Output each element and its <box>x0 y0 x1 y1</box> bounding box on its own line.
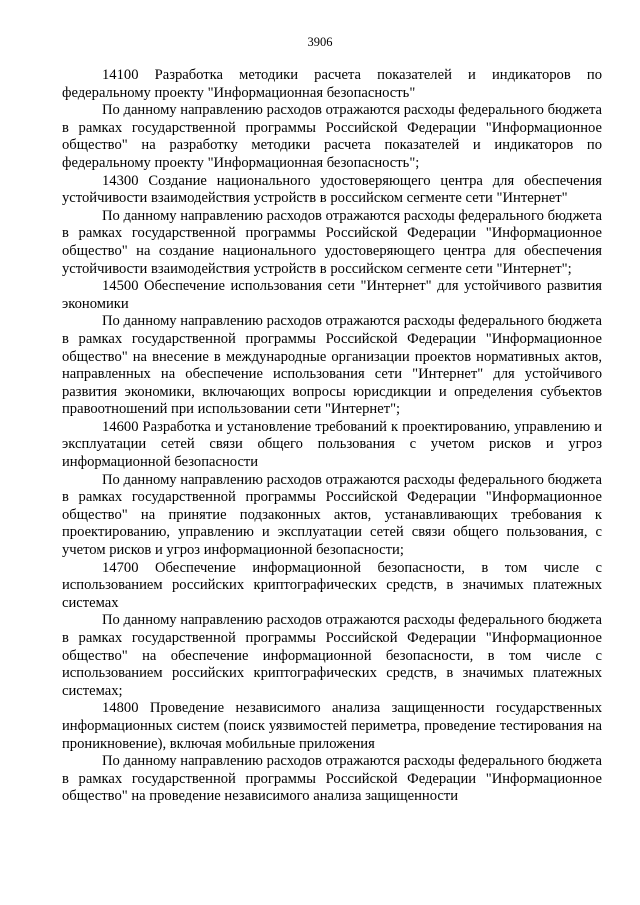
paragraph-description-14100: По данному направлению расходов отражаются расходы федерального бюджета в рамках государственной программы Российской Федерации "Информационное общество" на разработку методики расчета показателей и индикаторов по федеральному проекту "Информационная безопасность"; <box>62 102 602 171</box>
paragraph-heading-14600: 14600 Разработка и установление требований к проектированию, управлению и эксплуатации сетей связи общего пользования с учетом рисков и угроз информационной безопасности <box>62 418 602 471</box>
paragraph-heading-14800: 14800 Проведение независимого анализа защищенности государственных информационных систем (поиск уязвимостей периметра, проведение тестирования на проникновение), включая мобильные приложения <box>62 700 602 752</box>
paragraph-description-14600: По данному направлению расходов отражаются расходы федерального бюджета в рамках государственной программы Российской Федерации "Информационное общество" на принятие подзаконных актов, устанавливающих требования к проектированию, управлению и эксплуатации сетей связи общего пользования, с учетом рисков и угроз информационной безопасности; <box>62 471 602 559</box>
paragraph-description-14800: По данному направлению расходов отражаются расходы федерального бюджета в рамках государственной программы Российской Федерации "Информационное общество" на проведение независимого анализа защищенности <box>62 753 602 805</box>
paragraph-description-14500: По данному направлению расходов отражаются расходы федерального бюджета в рамках государственной программы Российской Федерации "Информационное общество" на внесение в международные организации проектов нормативных актов, направленных на обеспечение использования сети "Интернет" для устойчивого развития экономики, включающих вопросы юрисдикции и определения субъектов правоотношений при использовании сети "Интернет"; <box>62 313 602 418</box>
paragraph-description-14700: По данному направлению расходов отражаются расходы федерального бюджета в рамках государственной программы Российской Федерации "Информационное общество" на обеспечение информационной безопасности, в том числе с использованием российских криптографических средств, в значимых платежных системах; <box>62 612 602 699</box>
paragraph-heading-14100: 14100 Разработка методики расчета показателей и индикаторов по федеральному проекту "Информационная безопасность" <box>62 67 602 101</box>
paragraph-heading-14700: 14700 Обеспечение информационной безопасности, в том числе с использованием российских криптографических средств, в значимых платежных системах <box>62 559 602 611</box>
paragraph-description-14300: По данному направлению расходов отражаются расходы федерального бюджета в рамках государственной программы Российской Федерации "Информационное общество" на создание национального удостоверяющего центра для обеспечения устойчивости взаимодействия устройств в российском сегменте сети "Интернет"; <box>62 207 602 277</box>
page-number: 3906 <box>307 35 333 49</box>
paragraph-heading-14300: 14300 Создание национального удостоверяющего центра для обеспечения устойчивости взаимодействия устройств в российском сегменте сети "Интернет" <box>62 172 602 207</box>
document-body <box>62 67 602 806</box>
paragraph-heading-14500: 14500 Обеспечение использования сети "Интернет" для устойчивого развития экономики <box>62 278 602 312</box>
